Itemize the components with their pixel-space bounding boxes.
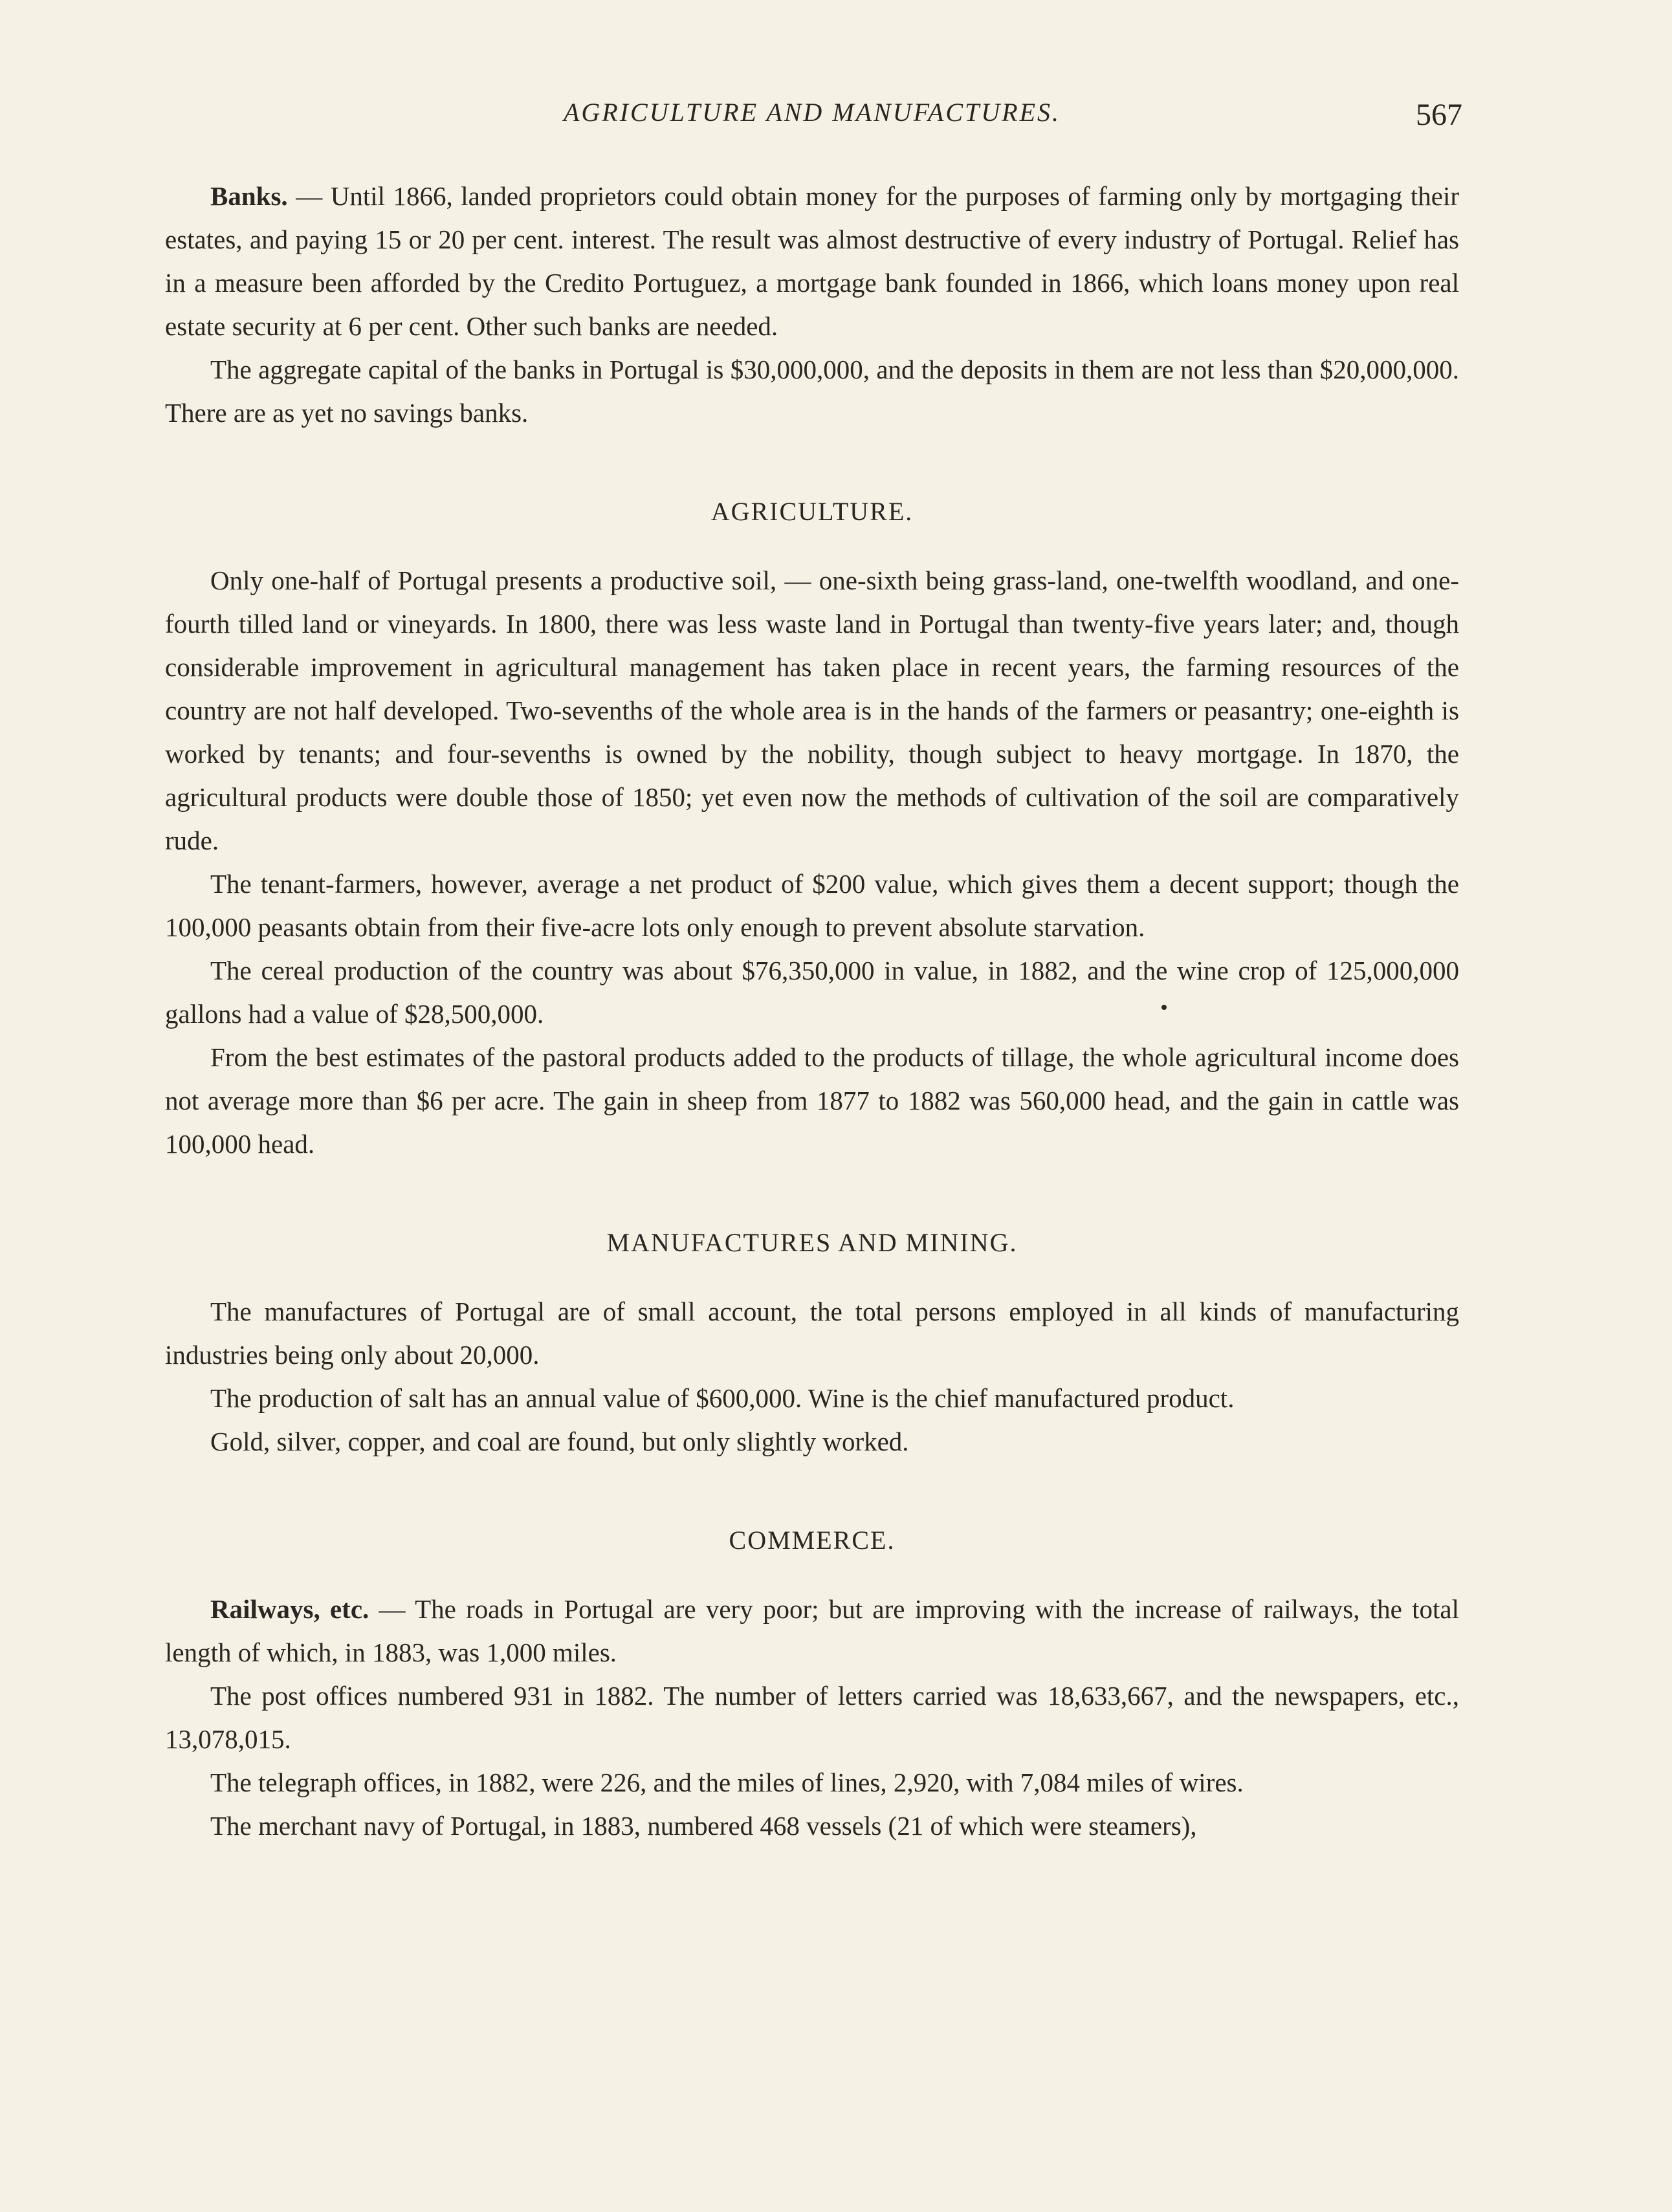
ink-spot (1161, 1005, 1167, 1010)
agriculture-paragraph-4: From the best estimates of the pastoral products added to the products of tillage, the whole agricultural income does not average more than $6 per acre. The gain in sheep from 1877 to 1882 was 560,000 head, and the gain in cattle was 100,000 head. (165, 1042, 1459, 1159)
agriculture-paragraph-3: The cereal production of the country was about $76,350,000 in value, in 1882, and the wine crop of 125,000,000 gallons had a value of $28,500,000. (165, 956, 1459, 1029)
commerce-heading: COMMERCE. (729, 1526, 896, 1555)
book-page (165, 97, 1462, 2167)
railways-run-in-heading: Railways, etc. (210, 1594, 369, 1624)
manufactures-section (165, 1290, 1459, 1463)
running-header (165, 97, 1462, 155)
agriculture-paragraph-2: The tenant-farmers, however, average a net product of $200 value, which gives them a decent support; though the 100,000 peasants obtain from their five-acre lots only enough to prevent absolute starvation. (165, 869, 1459, 942)
banks-paragraph-1 (165, 175, 1459, 348)
commerce-paragraph-2: The post offices numbered 931 in 1882. The number of letters carried was 18,633,667, and the newspapers, etc., 13,078,015. (165, 1681, 1459, 1754)
agriculture-section (165, 559, 1459, 1166)
banks-section (165, 175, 1459, 435)
agriculture-heading: AGRICULTURE. (710, 497, 914, 526)
commerce-paragraph-3: The telegraph offices, in 1882, were 226, and the miles of lines, 2,920, with 7,084 miles of wires. (210, 1768, 1244, 1797)
running-title: AGRICULTURE AND MANUFACTURES. (563, 98, 1061, 127)
commerce-paragraph-4: The merchant navy of Portugal, in 1883, numbered 468 vessels (21 of which were steamers), (210, 1811, 1197, 1841)
commerce-section (165, 1588, 1459, 1848)
agriculture-paragraph-1: Only one-half of Portugal presents a productive soil, — one-sixth being grass-land, one-twelfth woodland, and one-fourth tilled land or vineyards. In 1800, there was less waste land in Portugal than twenty-five years later; and, though considerable improvement in agricultural management has taken place in recent years, the farming resources of the country are not half developed. Two-sevenths of the whole area is in the hands of the farmers or peasantry; one-eighth is worked by tenants; and four-sevenths is owned by the nobility, though subject to heavy mortgage. In 1870, the agricultural products were double those of 1850; yet even now the methods of cultivation of the soil are comparatively rude. (165, 565, 1459, 855)
banks-run-in-heading: Banks. (210, 181, 288, 211)
page-number: 567 (1416, 98, 1462, 132)
commerce-paragraph-1 (165, 1588, 1459, 1674)
banks-paragraph-1-text: — Until 1866, landed proprietors could obtain money for the purposes of farming only by mortgaging their estates, and paying 15 or 20 per cent. interest. The result was almost destructive of every industry of Portugal. Relief has in a measure been afforded by the Credito Portuguez, a mortgage bank founded in 1866, which loans money upon real estate security at 6 per cent. Other such banks are needed. (165, 181, 1459, 341)
manufactures-heading: MANUFACTURES AND MINING. (606, 1228, 1018, 1257)
manufactures-paragraph-2: The production of salt has an annual value of $600,000. Wine is the chief manufactured product. (210, 1383, 1235, 1413)
banks-paragraph-2: The aggregate capital of the banks in Portugal is $30,000,000, and the deposits in them are not less than $20,000,000. There are as yet no savings banks. (165, 355, 1459, 428)
commerce-paragraph-1-text: — The roads in Portugal are very poor; but are improving with the increase of railways, the total length of which, in 1883, was 1,000 miles. (165, 1594, 1459, 1667)
manufactures-paragraph-1: The manufactures of Portugal are of small account, the total persons employed in all kinds of manufacturing industries being only about 20,000. (165, 1297, 1459, 1370)
manufactures-paragraph-3: Gold, silver, copper, and coal are found, but only slightly worked. (210, 1427, 909, 1456)
